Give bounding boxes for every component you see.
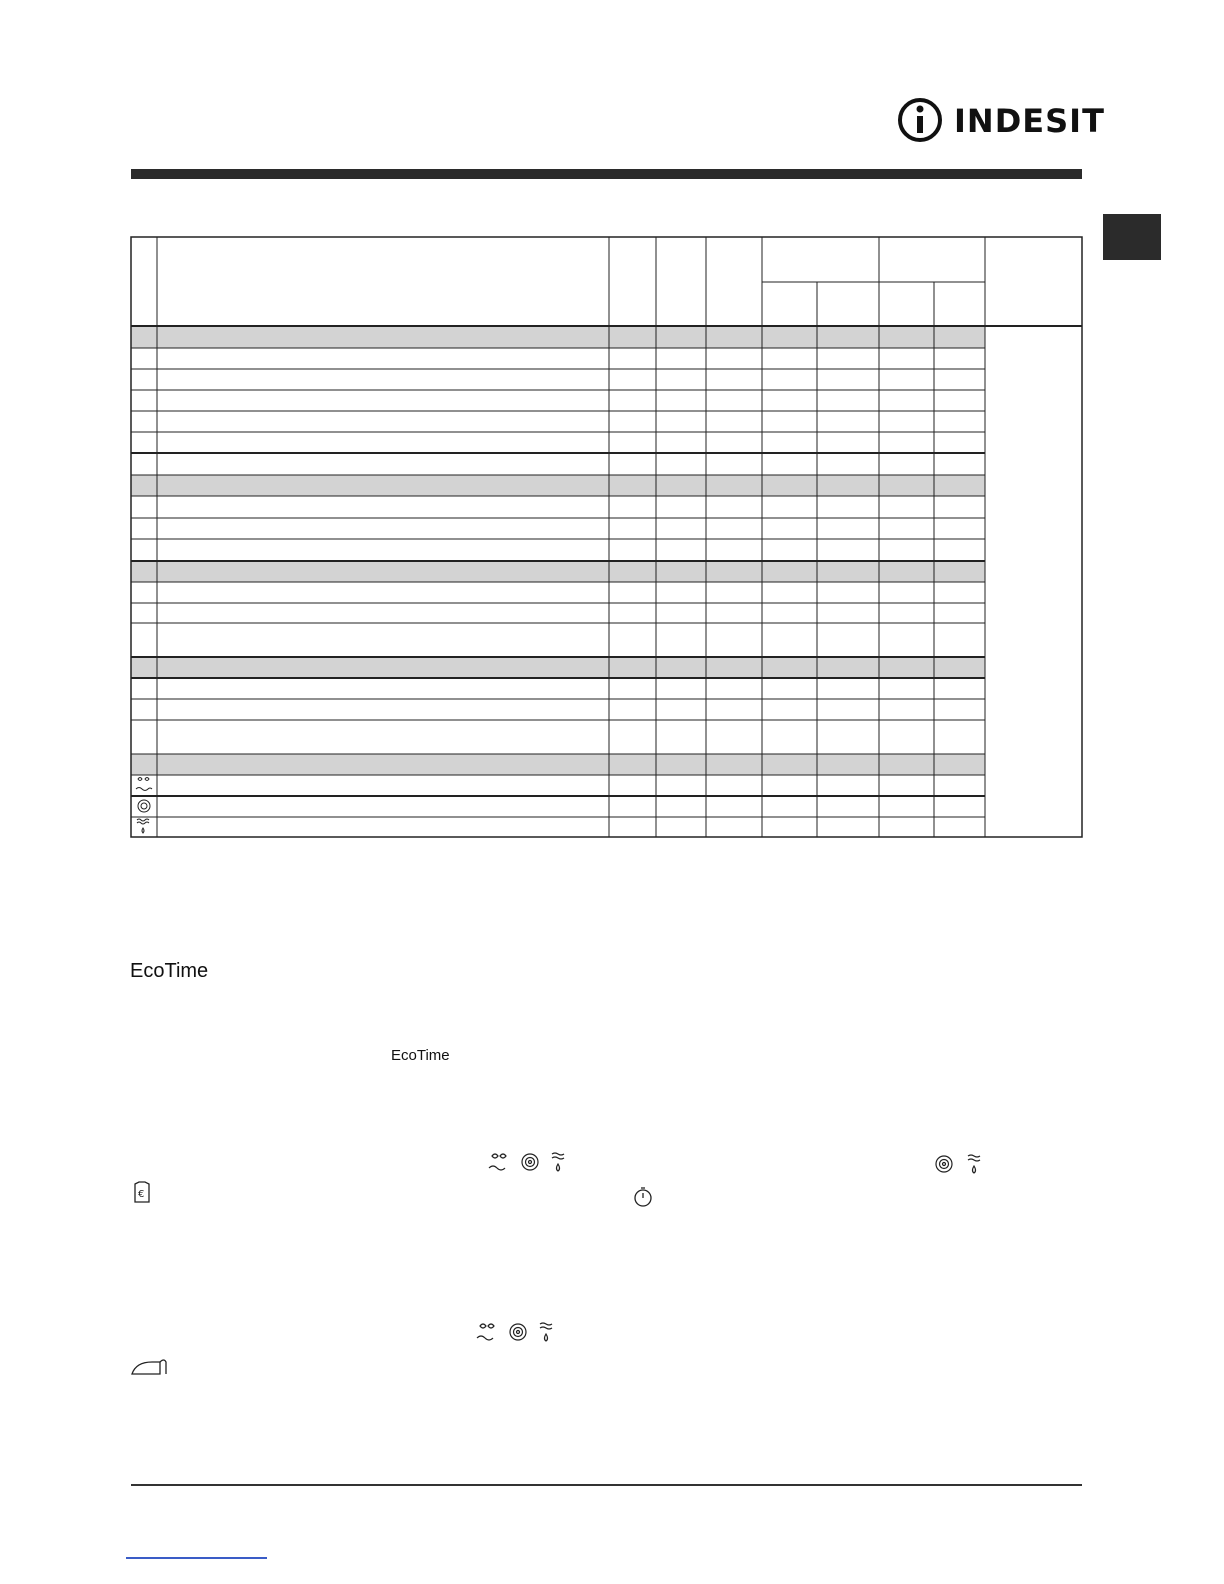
rinse-icon	[136, 778, 152, 791]
ecotime-inline-suffix: Time	[416, 1047, 450, 1064]
spin-icon	[138, 800, 150, 812]
footer-link[interactable]	[126, 1557, 267, 1559]
ecotime-label-prefix: Eco	[130, 960, 165, 982]
rinse-spin-drain-icons-2	[474, 1320, 564, 1346]
brand-name: INDESIT	[954, 102, 1105, 140]
iron-icon	[130, 1356, 172, 1378]
spin-icon	[510, 1324, 526, 1340]
ecotime-logo	[130, 960, 208, 983]
rinse-icon	[477, 1324, 494, 1340]
spin-icon	[522, 1154, 538, 1170]
timer-icon	[631, 1184, 655, 1210]
ecotime-inline-logo	[391, 1047, 450, 1064]
spin-icon	[936, 1156, 952, 1172]
ecotime-inline-prefix: Eco	[391, 1047, 417, 1064]
footer-rule	[131, 1484, 1082, 1486]
ecotime-label-suffix: Time	[164, 960, 209, 982]
rinse-spin-drain-icons-1	[486, 1150, 576, 1176]
drain-icon	[552, 1153, 564, 1171]
spin-drain-icons	[932, 1152, 992, 1176]
stain-icon	[130, 1180, 154, 1206]
rinse-icon	[489, 1154, 506, 1170]
section-rows	[131, 327, 985, 775]
drain-icon	[137, 819, 149, 833]
table-grid	[131, 237, 1082, 837]
drain-icon	[968, 1155, 980, 1173]
drain-icon	[540, 1323, 552, 1341]
svg-text:€: €	[138, 1189, 145, 1200]
